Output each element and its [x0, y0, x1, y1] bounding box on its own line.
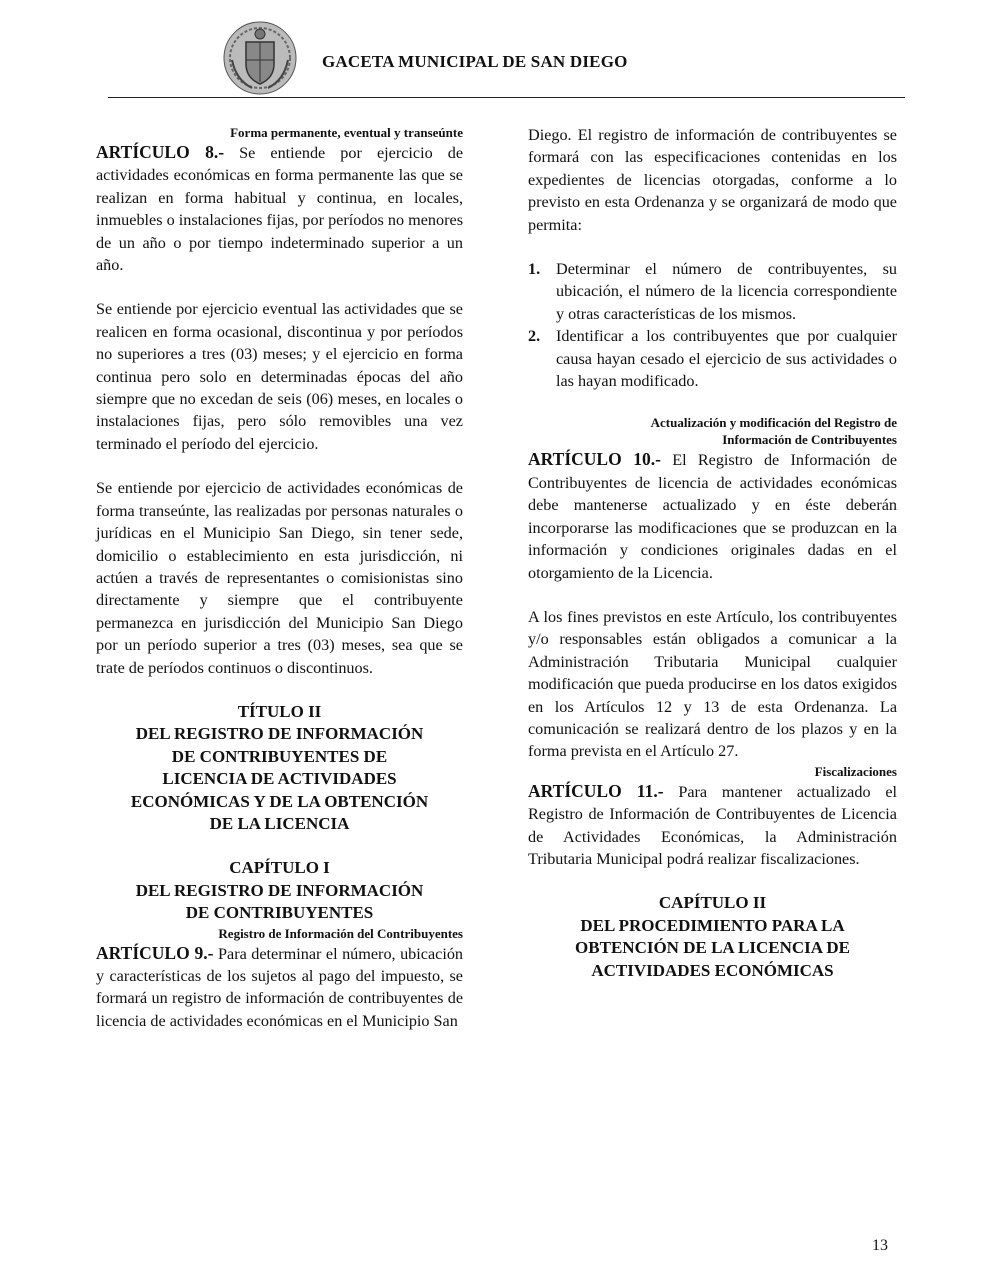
chapter-line: DEL REGISTRO DE INFORMACIÓN	[135, 880, 424, 900]
municipal-coat-of-arms-icon	[222, 20, 298, 96]
article-10-paragraph-1	[528, 448, 897, 583]
list-item-text: Determinar el número de contribuyentes, su ubicación, el número de la licencia correspondiente y otras características de los mismos.	[556, 260, 897, 323]
article-9-continuation: Diego. El registro de información de contribuyentes se formará con las especificaciones contenidas en los expedientes de licencias otorgadas, conforme a lo previsto en esta Ordenanza y se organizará de modo que permita:	[528, 126, 897, 234]
chapter-line: CAPÍTULO II	[658, 893, 767, 913]
article-8-paragraph-1	[96, 141, 463, 276]
chapter-line: CAPÍTULO I	[229, 858, 330, 878]
list-item-number: 2.	[528, 327, 541, 346]
article-11-label: ARTÍCULO 11.-	[528, 780, 664, 801]
chapter-line: DE CONTRIBUYENTES	[185, 903, 374, 923]
article-9-paragraph	[96, 942, 463, 1033]
article-8-text: Se entiende por ejercicio de actividades económicas en forma permanente las que se realizan en forma habitual y continua, en locales, inmuebles o instalaciones fijas, por períodos no menores de un año o por tiempo indeterminado superior a un año.	[96, 144, 464, 275]
article-11-paragraph	[528, 780, 897, 871]
article-9-label: ARTÍCULO 9.-	[96, 942, 214, 963]
article-8-heading: Forma permanente, eventual y transeúnte	[230, 125, 463, 140]
article-10-heading-line: Actualización y modificación del Registro de	[650, 415, 897, 431]
article-8-paragraph-3: Se entiende por ejercicio de actividades económicas de forma transeúnte, las realizadas por personas naturales o jurídicas en el Municipio San Diego, sin tener sede, domicilio o establecimiento en esta jurisdicción, ni actúen a través de representantes o comisionistas sino directamente y siempre que el contribuyente permanezca en jurisdicción del Municipio San Diego por un período superior a tres (03) meses, sea que se trate de períodos continuos o discontinuos.	[96, 479, 463, 677]
article-9-list	[528, 258, 897, 392]
title-line: DE LA LICENCIA	[209, 813, 350, 833]
title-line: TÍTULO II	[237, 701, 322, 721]
list-item	[528, 325, 897, 392]
article-9-text: Para determinar el número, ubicación y características de los sujetos al pago del impuesto, se formará un registro de información de contribuyentes de licencia de actividades económicas en el Municipio San	[96, 944, 464, 1030]
article-10-text: El Registro de Información de Contribuyentes de licencia de actividades económicas debe mantenerse actualizado y en éste deberán incorporarse las modificaciones que se produzcan en la información y condiciones originales dadas en el otorgamiento de la Licencia.	[528, 451, 898, 582]
chapter-line: DEL PROCEDIMIENTO PARA LA	[580, 915, 845, 935]
chapter-line: OBTENCIÓN DE LA LICENCIA DE	[575, 938, 850, 958]
article-10-heading	[528, 414, 897, 448]
title-line: LICENCIA DE ACTIVIDADES	[162, 769, 397, 789]
left-column	[96, 124, 463, 1032]
article-10-label: ARTÍCULO 10.-	[528, 449, 661, 470]
list-item	[528, 258, 897, 325]
chapter-line: ACTIVIDADES ECONÓMICAS	[591, 960, 834, 980]
list-item-number: 1.	[528, 260, 541, 279]
article-9-heading: Registro de Información del Contribuyentes	[218, 925, 463, 941]
article-10-paragraph-2: A los fines previstos en este Artículo, los contribuyentes y/o responsables están obligados a comunicar a la Administración Tributaria Municipal cualquier modificación que pueda producirse en los datos exigidos en los Artículos 12 y 13 de esta Ordenanza. La comunicación se realizará dentro de los plazos y en la forma prevista en el Artículo 27.	[528, 607, 897, 761]
article-10-heading-line: Información de Contribuyentes	[722, 432, 897, 448]
list-item-text: Identificar a los contribuyentes que por cualquier causa hayan cesado el ejercicio de sus actividades o las hayan modificado.	[556, 327, 897, 391]
right-column	[528, 124, 897, 982]
title-ii-block	[96, 701, 463, 835]
chapter-ii-block	[528, 892, 897, 982]
gazette-title: GACETA MUNICIPAL DE SAN DIEGO	[322, 52, 628, 71]
page-header	[108, 20, 905, 98]
title-line: DEL REGISTRO DE INFORMACIÓN	[135, 724, 424, 744]
article-11-heading: Fiscalizaciones	[814, 763, 897, 779]
article-8-label: ARTÍCULO 8.-	[96, 142, 225, 162]
page-number: 13	[872, 1237, 888, 1254]
title-line: ECONÓMICAS Y DE LA OBTENCIÓN	[130, 791, 429, 811]
article-11-text: Para mantener actualizado el Registro de Información de Contribuyentes de Licencia de Actividades Económicas, la Administración Tributaria Municipal podrá realizar fiscalizaciones.	[528, 782, 897, 868]
chapter-i-block	[96, 857, 463, 924]
article-8-paragraph-2: Se entiende por ejercicio eventual las actividades que se realicen en forma ocasional, discontinua y por períodos no superiores a tres (03) meses; y el ejercicio en forma continua pero solo en determinadas épocas del año siempre que no excedan de seis (06) meses, en locales o instalaciones fijas, pero sólo removibles una vez terminado el período del ejercicio.	[96, 300, 463, 453]
header-divider	[108, 97, 905, 98]
title-line: DE CONTRIBUYENTES DE	[171, 746, 388, 766]
